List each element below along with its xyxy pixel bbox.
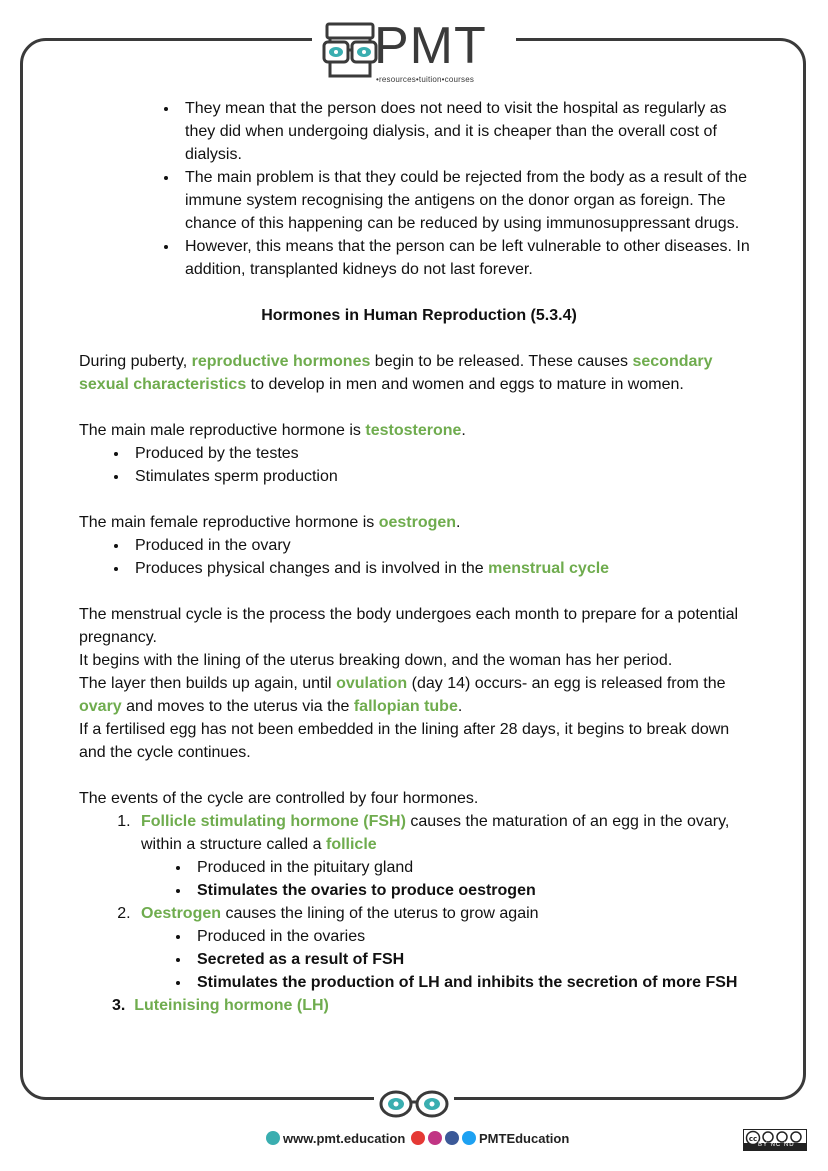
female-hormone-paragraph: The main female reproductive hormone is oestrogen. bbox=[79, 514, 461, 531]
term-reproductive-hormones: reproductive hormones bbox=[191, 353, 371, 370]
glasses-logo-icon bbox=[320, 20, 380, 82]
fsh-sub-bullets bbox=[141, 856, 759, 902]
footer-website[interactable]: www.pmt.education bbox=[266, 1131, 405, 1146]
footer-social[interactable]: PMTEducation bbox=[411, 1131, 569, 1146]
list-item-oestrogen: 2. Oestrogen causes the lining of the uterus to grow again • Produced in the ovaries • Secreted as a result of FSH • Stimulates the production of LH and inhibits the secretion of more FSH bbox=[135, 902, 759, 994]
pmt-logo bbox=[312, 14, 516, 88]
logo-wordmark: PMT bbox=[374, 17, 487, 75]
svg-text:cc: cc bbox=[748, 1135, 758, 1143]
list-item: • Stimulates the ovaries to produce oestrogen bbox=[191, 879, 759, 902]
puberty-paragraph: During puberty, reproductive hormones begin to be released. These causes secondary sexual characteristics to develop in men and women and eggs to mature in women. bbox=[79, 353, 713, 393]
list-item: • Produced by the testes bbox=[129, 442, 759, 465]
youtube-icon bbox=[411, 1131, 425, 1145]
events-intro: The events of the cycle are controlled by four hormones. bbox=[79, 790, 479, 807]
hormone-list bbox=[79, 810, 759, 994]
term-menstrual-cycle: menstrual cycle bbox=[488, 560, 610, 577]
kidney-transplant-bullets bbox=[79, 97, 759, 281]
logo-tagline: •resources•tuition•courses bbox=[376, 75, 475, 84]
male-hormone-bullets bbox=[79, 442, 759, 488]
term-ovulation: ovulation bbox=[336, 675, 408, 692]
document-content bbox=[79, 97, 759, 1017]
term-testosterone: testosterone bbox=[365, 422, 462, 439]
female-hormone-bullets bbox=[79, 534, 759, 580]
male-hormone-paragraph: The main male reproductive hormone is testosterone. bbox=[79, 422, 466, 439]
list-item: • Produces physical changes and is involved in the menstrual cycle bbox=[129, 557, 759, 580]
term-ovary: ovary bbox=[79, 698, 122, 715]
cycle-paragraph-1: The menstrual cycle is the process the body undergoes each month to prepare for a potential pregnancy. bbox=[79, 606, 739, 646]
cycle-paragraph-2: It begins with the lining of the uterus breaking down, and the woman has her period. bbox=[79, 652, 673, 669]
term-secondary-sexual-characteristics: secondary sexual characteristics bbox=[79, 353, 713, 393]
license-label: BY NC ND bbox=[758, 1142, 795, 1148]
creative-commons-badge bbox=[743, 1129, 807, 1151]
list-item-lh: 3. Luteinising hormone (LH) bbox=[112, 997, 329, 1014]
list-item: • However, this means that the person can be left vulnerable to other diseases. In addition, transplanted kidneys do not last forever. bbox=[179, 235, 759, 281]
cycle-paragraph-3: The layer then builds up again, until ovulation (day 14) occurs- an egg is released from the ovary and moves to the uterus via the fallopian tube. bbox=[79, 675, 726, 715]
list-item-fsh: 1. Follicle stimulating hormone (FSH) causes the maturation of an egg in the ovary, within a structure called a follicle • Produced in the pituitary gland • Stimulates the ovaries to produce oestrogen bbox=[135, 810, 759, 902]
list-item: • The main problem is that they could be rejected from the body as a result of the immune system recognising the antigens on the donor organ as foreign. The chance of this happening can be reduced by using immunosuppressant drugs. bbox=[179, 166, 759, 235]
list-item: • Stimulates the production of LH and inhibits the secretion of more FSH bbox=[191, 971, 759, 994]
cycle-paragraph-4: If a fertilised egg has not been embedded in the lining after 28 days, it begins to break down and the cycle continues. bbox=[79, 721, 730, 761]
oestrogen-sub-bullets bbox=[141, 925, 759, 994]
twitter-icon bbox=[462, 1131, 476, 1145]
list-item: • Produced in the ovaries bbox=[191, 925, 759, 948]
list-item: • Produced in the pituitary gland bbox=[191, 856, 759, 879]
facebook-icon bbox=[445, 1131, 459, 1145]
instagram-icon bbox=[428, 1131, 442, 1145]
term-oestrogen: oestrogen bbox=[378, 514, 457, 531]
list-item: • Stimulates sperm production bbox=[129, 465, 759, 488]
cursor-icon bbox=[266, 1131, 280, 1145]
section-heading: Hormones in Human Reproduction (5.3.4) bbox=[261, 307, 577, 324]
term-fallopian-tube: fallopian tube bbox=[353, 698, 458, 715]
list-item: • They mean that the person does not need to visit the hospital as regularly as they did when undergoing dialysis, and it is cheaper than the overall cost of dialysis. bbox=[179, 97, 759, 166]
list-item: • Produced in the ovary bbox=[129, 534, 759, 557]
footer-glasses-icon bbox=[374, 1087, 454, 1119]
list-item: • Secreted as a result of FSH bbox=[191, 948, 759, 971]
